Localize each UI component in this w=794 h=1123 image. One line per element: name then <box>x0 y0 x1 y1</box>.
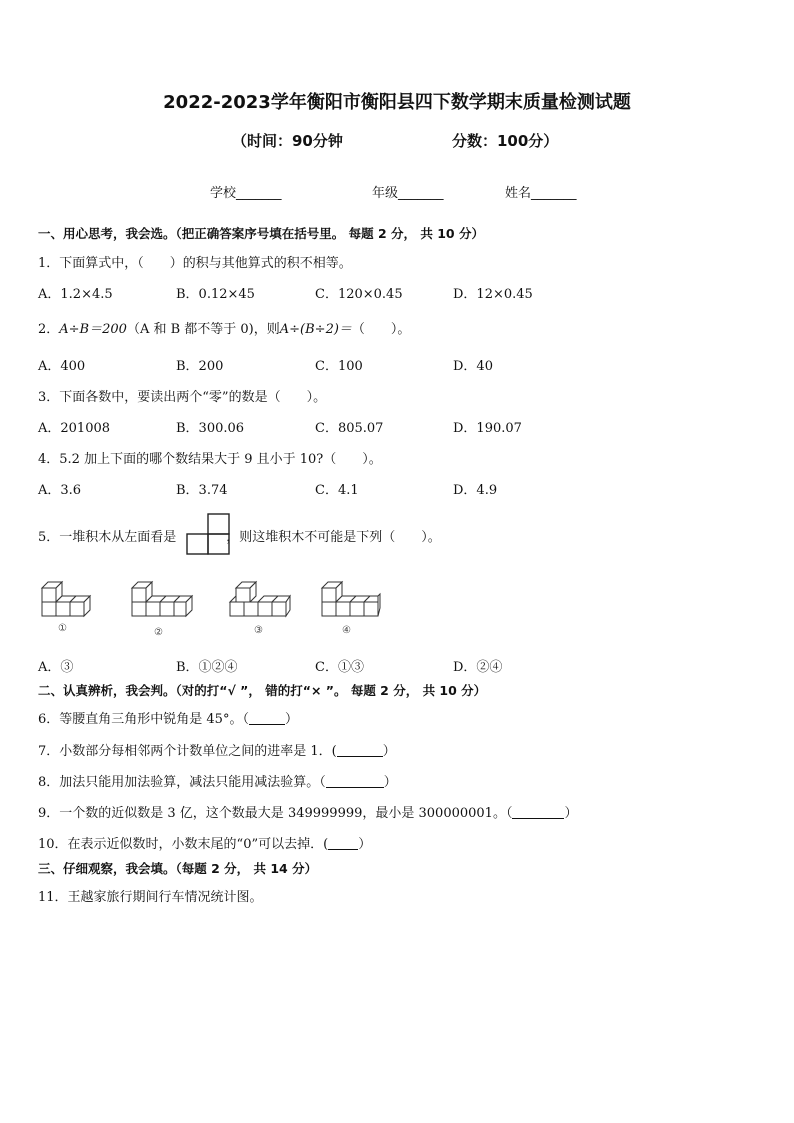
q8-answer-blank[interactable] <box>326 775 384 788</box>
q1-option-d[interactable]: D．12×0.45 <box>453 287 533 302</box>
question-7 <box>38 740 396 759</box>
question-6 <box>38 708 298 727</box>
left-view-figure <box>186 512 232 556</box>
q10-close: ） <box>358 837 372 852</box>
q2-cond: （A 和 B 都不等于 0)，则 <box>126 322 280 337</box>
q3-option-a[interactable]: A．201008 <box>38 421 111 436</box>
q1-option-a[interactable]: A．1.2×4.5 <box>38 287 113 302</box>
time-label: （时间：90分钟 <box>232 132 343 150</box>
cube-figure-4-label: ④ <box>342 625 351 636</box>
q6-answer-blank[interactable] <box>249 712 285 725</box>
question-8 <box>38 771 397 790</box>
q5-option-a[interactable]: A．③ <box>38 660 74 675</box>
q5-prefix: 5．一堆积木从左面看是 <box>38 530 177 545</box>
q9-close: ） <box>564 806 578 821</box>
cube-figure-1-label: ① <box>58 623 67 634</box>
cube-figure-3 <box>226 578 294 638</box>
q6-text: 6．等腰直角三角形中锐角是 45°。（ <box>38 712 249 727</box>
cube-figure-2 <box>128 578 198 640</box>
section1-heading: 一、用心思考，我会选。（把正确答案序号填在括号里。 每题 2 分， 共 10 分） <box>38 226 484 241</box>
q3-option-b[interactable]: B．300.06 <box>176 421 245 436</box>
q2-option-c[interactable]: C．100 <box>315 359 363 374</box>
q10-text: 10．在表示近似数时，小数末尾的“0”可以去掉．( <box>38 837 329 852</box>
q3-option-d[interactable]: D．190.07 <box>453 421 522 436</box>
question-11: 11．王越家旅行期间行车情况统计图。 <box>38 890 263 905</box>
question-4: 4．5.2 加上下面的哪个数结果大于 9 且小于 10?（ ）。 <box>38 452 382 467</box>
school-field[interactable]: 学校_______ <box>210 186 282 201</box>
q3-option-c[interactable]: C．805.07 <box>315 421 384 436</box>
q10-answer-blank[interactable] <box>328 837 358 850</box>
q7-close: ） <box>382 744 396 759</box>
q1-option-c[interactable]: C．120×0.45 <box>315 287 403 302</box>
q5-option-c[interactable]: C．①③ <box>315 660 364 675</box>
q4-option-a[interactable]: A．3.6 <box>38 483 82 498</box>
q4-option-c[interactable]: C．4.1 <box>315 483 359 498</box>
q4-option-b[interactable]: B．3.74 <box>176 483 228 498</box>
q2-expr1: A÷B＝200 <box>59 322 127 337</box>
q6-close: ） <box>284 712 298 727</box>
page-title: 2022-2023学年衡阳市衡阳县四下数学期末质量检测试题 <box>163 92 631 113</box>
q1-option-b[interactable]: B．0.12×45 <box>176 287 255 302</box>
q8-text: 8．加法只能用加法验算，减法只能用减法验算。（ <box>38 775 326 790</box>
q5-option-d[interactable]: D．②④ <box>453 660 503 675</box>
q5-suffix: ，则这堆积木不可能是下列（ ）。 <box>226 530 441 545</box>
grade-field[interactable]: 年级_______ <box>372 186 444 201</box>
q7-answer-blank[interactable] <box>337 744 383 757</box>
q5-option-b[interactable]: B．①②④ <box>176 660 238 675</box>
q2-expr2: A÷(B÷2)＝ <box>279 322 352 337</box>
q2-option-b[interactable]: B．200 <box>176 359 224 374</box>
name-field[interactable]: 姓名_______ <box>505 186 577 201</box>
question-5 <box>38 526 441 545</box>
question-3: 3．下面各数中，要读出两个“零”的数是（ ）。 <box>38 390 327 405</box>
q8-close: ） <box>383 775 397 790</box>
question-2 <box>38 318 410 337</box>
cube-figure-4 <box>318 578 384 638</box>
q9-text: 9．一个数的近似数是 3 亿，这个数最大是 349999999，最小是 300000001。（ <box>38 806 513 821</box>
question-9 <box>38 802 577 821</box>
cube-figure-1 <box>38 578 102 636</box>
score-label: 分数：100分） <box>452 132 559 150</box>
q4-option-d[interactable]: D．4.9 <box>453 483 498 498</box>
q9-answer-blank[interactable] <box>512 806 564 819</box>
question-10 <box>38 833 371 852</box>
cube-figure-3-label: ③ <box>254 625 263 636</box>
q2-suffix: （ ）。 <box>351 322 411 337</box>
section3-heading: 三、仔细观察，我会填。（每题 2 分， 共 14 分） <box>38 861 318 876</box>
q2-option-a[interactable]: A．400 <box>38 359 86 374</box>
q7-text: 7．小数部分每相邻两个计数单位之间的进率是 1．( <box>38 744 337 759</box>
q2-option-d[interactable]: D．40 <box>453 359 493 374</box>
section2-heading: 二、认真辨析，我会判。（对的打“√ ”， 错的打“× ”。 每题 2 分， 共 10 分） <box>38 683 487 698</box>
q2-prefix: 2． <box>38 322 60 337</box>
cube-figure-2-label: ② <box>154 627 163 638</box>
question-1: 1．下面算式中，（ ）的积与其他算式的积不相等。 <box>38 256 352 271</box>
